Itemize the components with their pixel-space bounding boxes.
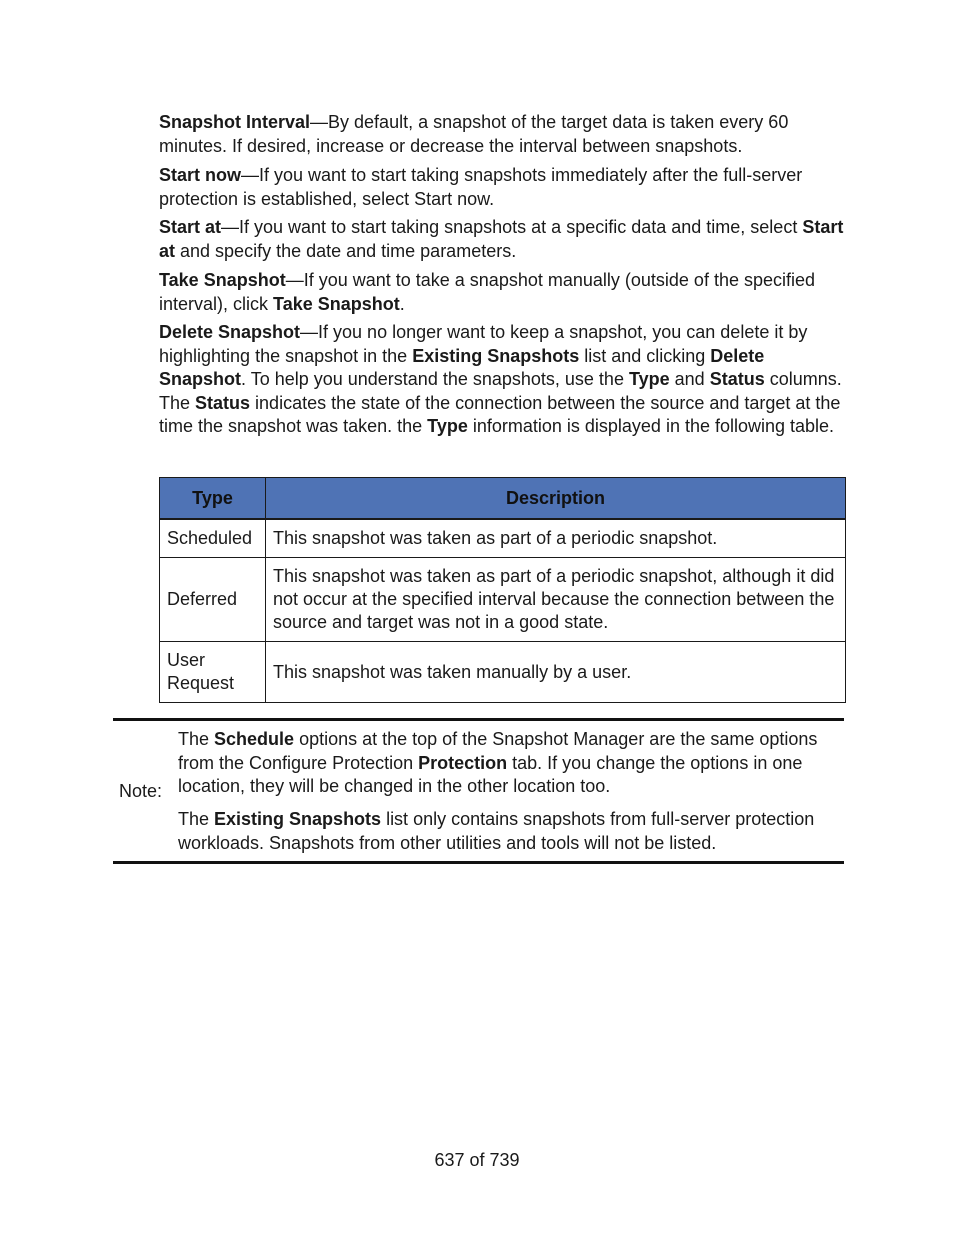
column-header-description: Description [266, 478, 846, 520]
cell-type: Scheduled [160, 519, 266, 558]
note-label: Note: [119, 781, 163, 801]
term-take-snapshot: Take Snapshot [159, 270, 286, 290]
note-paragraph-existing-snapshots: The Existing Snapshots list only contains snapshots from full-server protection workloads. Snapshots from other utilities and tools will not be listed. [178, 809, 815, 853]
snapshot-type-table [159, 477, 846, 703]
paragraph-delete-snapshot: Delete Snapshot—If you no longer want to keep a snapshot, you can delete it by highlighting the snapshot in the Existing Snapshots list and clicking Delete Snapshot. To help you understand the snapshots, use the Type and Status columns. The Status indicates the state of the connection between the source and target at the time the snapshot was taken. the Type information is displayed in the following table. [159, 322, 842, 436]
term-snapshot-interval: Snapshot Interval [159, 112, 311, 132]
cell-type: User Request [160, 642, 266, 703]
note-top-rule [113, 718, 844, 721]
term-delete-snapshot: Delete Snapshot [159, 322, 301, 342]
note-bottom-rule [113, 861, 844, 864]
cell-description: This snapshot was taken manually by a user. [266, 642, 846, 703]
table-row [160, 558, 846, 642]
note-paragraph-schedule: The Schedule options at the top of the Snapshot Manager are the same options from the Configure Protection Protection tab. If you change the options in one location, they will be changed in the other location too. [178, 729, 818, 796]
page-number: 637 of 739 [434, 1150, 520, 1170]
column-header-type: Type [160, 478, 266, 520]
paragraph-start-now: Start now—If you want to start taking snapshots immediately after the full-server protection is established, select Start now. [159, 165, 803, 209]
table-header-row [160, 478, 846, 520]
paragraph-snapshot-interval: Snapshot Interval—By default, a snapshot of the target data is taken every 60 minutes. If desired, increase or decrease the interval between snapshots. [159, 112, 789, 156]
table-row [160, 642, 846, 703]
table-row [160, 519, 846, 558]
cell-description: This snapshot was taken as part of a periodic snapshot, although it did not occur at the specified interval because the connection between the source and target was not in a good state. [266, 558, 846, 642]
paragraph-start-at: Start at—If you want to start taking snapshots at a specific data and time, select Start at and specify the date and time parameters. [159, 217, 844, 261]
term-start-at: Start at [159, 217, 222, 237]
cell-description: This snapshot was taken as part of a periodic snapshot. [266, 519, 846, 558]
cell-type: Deferred [160, 558, 266, 642]
term-start-now: Start now [159, 165, 242, 185]
paragraph-take-snapshot: Take Snapshot—If you want to take a snapshot manually (outside of the specified interval), click Take Snapshot. [159, 270, 816, 314]
